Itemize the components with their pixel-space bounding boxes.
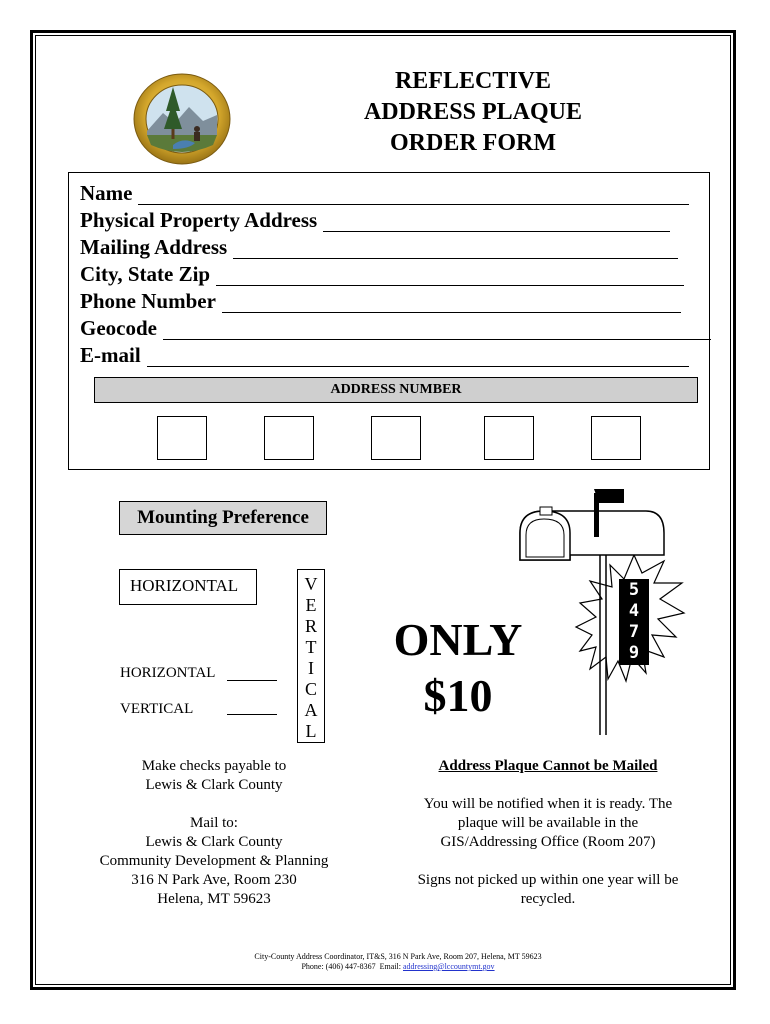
footer-address: City-County Address Coordinator, IT&S, 316 N Park Ave, Room 207, Helena, MT 59623 [254,952,542,961]
notice-line: You will be notified when it is ready. The [423,796,673,812]
city-state-zip-label: City, State Zip [80,262,211,286]
plaque-digit: 4 [628,601,640,621]
vertical-letter: C [304,679,317,699]
payment-line: Community Development & Planning [99,853,329,869]
title-line-1: REFLECTIVE [394,68,552,94]
address-digit-box-5[interactable] [591,416,641,460]
physical-address-label: Physical Property Address [80,208,318,232]
horizontal-option-label: HORIZONTAL [120,665,216,681]
vertical-letter: T [305,637,317,657]
vertical-letter: A [304,700,318,720]
city-state-zip-input-line[interactable] [216,265,684,286]
vertical-letter: I [308,658,314,678]
plaque-digits [619,580,649,664]
mailing-address-field[interactable] [80,235,678,259]
name-label: Name [80,181,133,205]
address-digit-box-2[interactable] [264,416,314,460]
payment-line: Mail to: [190,815,238,831]
email-input-line[interactable] [147,346,689,367]
title-line-2: ADDRESS PLAQUE [363,99,583,125]
address-number-header: ADDRESS NUMBER [94,377,698,403]
vertical-option-label: VERTICAL [120,701,194,717]
price-only-text: ONLY [393,614,523,665]
mailbox-illustration [514,485,689,735]
footer-contact-line [200,962,596,972]
footer-phone: Phone: (406) 447-8367 [301,962,376,971]
address-digit-box-1[interactable] [157,416,207,460]
payment-line: 316 N Park Ave, Room 230 [131,872,297,888]
horizontal-sample-box: HORIZONTAL [119,569,257,605]
vertical-letter: E [305,595,317,615]
mounting-preference-heading: Mounting Preference [119,501,327,535]
payment-line: Lewis & Clark County [145,777,283,793]
name-field[interactable] [80,181,689,205]
phone-number-input-line[interactable] [222,292,681,313]
plaque-digit: 7 [628,622,640,642]
vertical-letter: V [304,574,318,594]
county-seal-logo [133,73,231,165]
mailing-address-input-line[interactable] [233,238,678,259]
notice-spacer [404,776,692,795]
physical-address-input-line[interactable] [323,211,670,232]
footer-contact [200,952,596,972]
payment-line: Make checks payable to [141,758,287,774]
address-digit-box-3[interactable] [371,416,421,460]
phone-number-field[interactable] [80,289,681,313]
geocode-label: Geocode [80,316,157,340]
price-callout [383,612,533,724]
footer-email-label: Email: [379,962,401,971]
title-line-3: ORDER FORM [390,130,556,156]
notice-line: plaque will be available in the [457,815,639,831]
email-label: E-mail [80,343,141,367]
horizontal-option-line[interactable] [227,680,277,681]
notice-line: Signs not picked up within one year will be [417,872,679,888]
email-field[interactable] [80,343,689,367]
vertical-option-line[interactable] [227,714,277,715]
payment-line [96,795,332,814]
form-title [330,66,616,159]
footer-email-link[interactable]: addressing@lccountymt.gov [402,962,495,971]
vertical-letter: L [305,721,317,741]
notice-line [404,852,692,871]
phone-number-label: Phone Number [80,289,216,313]
vertical-sample-box [297,569,325,743]
mailing-address-label: Mailing Address [80,235,228,259]
city-state-zip-field[interactable] [80,262,684,286]
address-digit-box-4[interactable] [484,416,534,460]
pickup-notice [404,757,692,909]
name-input-line[interactable] [138,184,689,205]
physical-address-field[interactable] [80,208,670,232]
notice-title: Address Plaque Cannot be Mailed [438,758,658,774]
vertical-letter: R [304,616,317,636]
geocode-field[interactable] [80,316,711,340]
plaque-digit: 9 [628,643,640,663]
geocode-input-line[interactable] [163,319,711,340]
payment-line: Lewis & Clark County [145,834,283,850]
payment-instructions [96,757,332,909]
notice-line: recycled. [520,891,576,907]
payment-line: Helena, MT 59623 [157,891,271,907]
plaque-digit: 5 [628,580,640,600]
price-amount: $10 [423,670,493,721]
notice-line: GIS/Addressing Office (Room 207) [440,834,656,850]
